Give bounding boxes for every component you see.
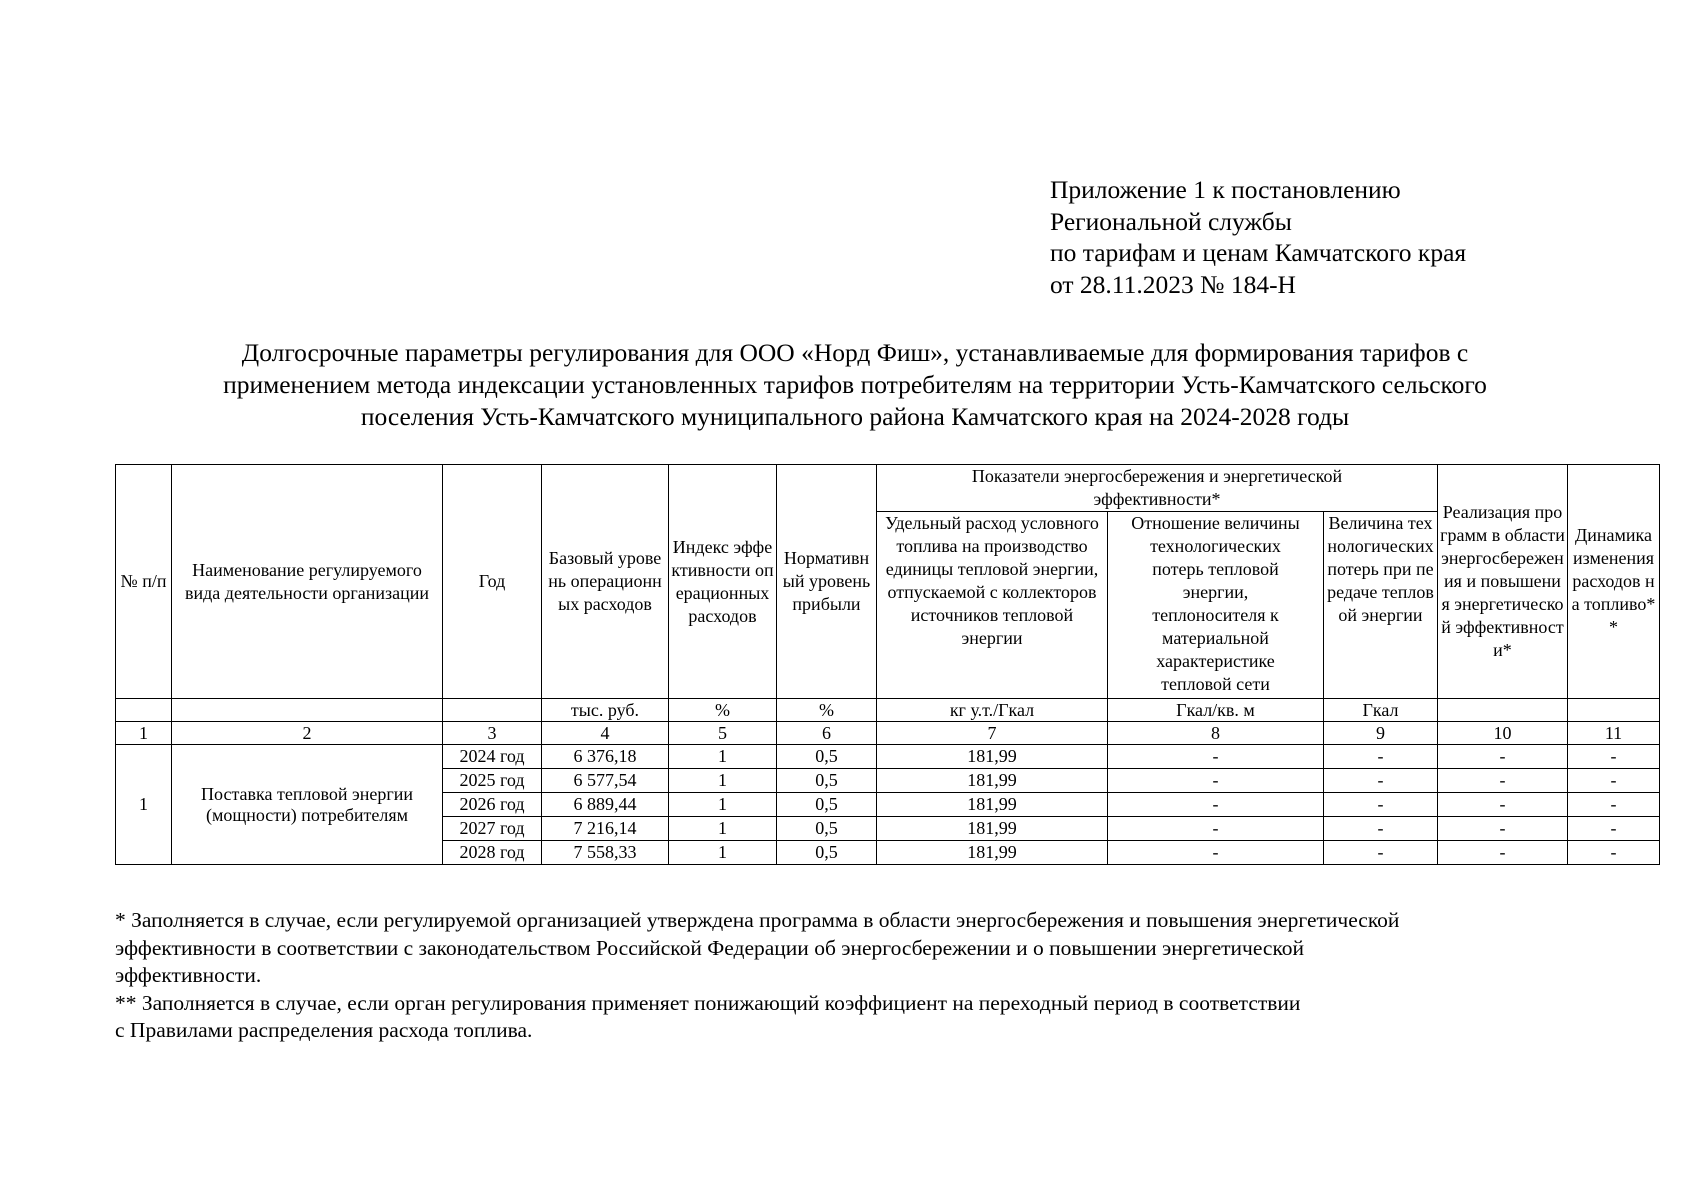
cell-loss-value: - bbox=[1324, 817, 1438, 841]
footnote-1-line-1: * Заполняется в случае, если регулируемой организацией утверждена программа в области энергосбережения и повышения энергетической bbox=[115, 908, 1400, 932]
cell-loss-value: - bbox=[1324, 793, 1438, 817]
footnote-2-line-2: с Правилами распределения расхода топлива. bbox=[115, 1018, 533, 1042]
cell-year: 2026 год bbox=[443, 793, 542, 817]
header-efficiency-index: Индекс эффективности операционных расходов bbox=[669, 465, 777, 699]
unit-loss-ratio: Гкал/кв. м bbox=[1108, 699, 1324, 722]
approval-line-4: от 28.11.2023 № 184-Н bbox=[1050, 269, 1296, 299]
col-number: 10 bbox=[1438, 722, 1568, 745]
column-numbers-row bbox=[116, 722, 1660, 745]
cell-index: 1 bbox=[669, 841, 777, 865]
cell-fuel-rate: 181,99 bbox=[877, 745, 1108, 769]
cell-profit: 0,5 bbox=[777, 817, 877, 841]
cell-profit: 0,5 bbox=[777, 769, 877, 793]
cell-dynamics: - bbox=[1568, 841, 1660, 865]
unit-year bbox=[443, 699, 542, 722]
cell-base-costs: 6 577,54 bbox=[542, 769, 669, 793]
cell-programs: - bbox=[1438, 769, 1568, 793]
col-number: 11 bbox=[1568, 722, 1660, 745]
approval-line-2: Региональной службы bbox=[1050, 206, 1292, 236]
col-number: 4 bbox=[542, 722, 669, 745]
unit-fuel-rate: кг у.т./Гкал bbox=[877, 699, 1108, 722]
cell-profit: 0,5 bbox=[777, 841, 877, 865]
cell-loss-ratio: - bbox=[1108, 841, 1324, 865]
cell-year: 2027 год bbox=[443, 817, 542, 841]
header-year: Год bbox=[443, 465, 542, 699]
cell-year: 2028 год bbox=[443, 841, 542, 865]
row-group-num: 1 bbox=[116, 745, 172, 865]
row-group-activity: Поставка тепловой энергии (мощности) потребителям bbox=[172, 745, 443, 865]
cell-base-costs: 7 216,14 bbox=[542, 817, 669, 841]
approval-line-3: по тарифам и ценам Камчатского края bbox=[1050, 238, 1467, 267]
unit-programs bbox=[1438, 699, 1568, 722]
footnote-1-line-3: эффективности. bbox=[115, 963, 262, 987]
cell-fuel-rate: 181,99 bbox=[877, 769, 1108, 793]
cell-index: 1 bbox=[669, 817, 777, 841]
cell-base-costs: 7 558,33 bbox=[542, 841, 669, 865]
cell-fuel-rate: 181,99 bbox=[877, 841, 1108, 865]
cell-dynamics: - bbox=[1568, 793, 1660, 817]
cell-programs: - bbox=[1438, 793, 1568, 817]
cell-programs: - bbox=[1438, 841, 1568, 865]
col-number: 3 bbox=[443, 722, 542, 745]
header-activity: Наименование регулируемого вида деятельности организации bbox=[172, 465, 443, 699]
cell-index: 1 bbox=[669, 769, 777, 793]
header-fuel-rate: Удельный расход условного топлива на производство единицы тепловой энергии, отпускаемой с коллекторов источников тепловой энергии bbox=[877, 512, 1108, 699]
cell-loss-ratio: - bbox=[1108, 793, 1324, 817]
unit-num bbox=[116, 699, 172, 722]
col-number: 1 bbox=[116, 722, 172, 745]
title-line-1: Долгосрочные параметры регулирования для ООО «Норд Фиш», устанавливаемые для формирования тарифов с bbox=[241, 338, 1469, 367]
unit-loss-value: Гкал bbox=[1324, 699, 1438, 722]
footnote-2-line-1: ** Заполняется в случае, если орган регулирования применяет понижающий коэффициент на переходный период в соответствии bbox=[115, 990, 1301, 1015]
cell-base-costs: 6 889,44 bbox=[542, 793, 669, 817]
unit-efficiency-index: % bbox=[669, 699, 777, 722]
title-line-3: поселения Усть-Камчатского муниципального района Камчатского края на 2024-2028 годы bbox=[360, 402, 1350, 431]
cell-loss-value: - bbox=[1324, 745, 1438, 769]
unit-fuel-dynamics bbox=[1568, 699, 1660, 722]
approval-line-1: Приложение 1 к постановлению bbox=[1050, 175, 1401, 204]
cell-loss-value: - bbox=[1324, 769, 1438, 793]
cell-profit: 0,5 bbox=[777, 793, 877, 817]
col-number: 7 bbox=[877, 722, 1108, 745]
cell-loss-ratio: - bbox=[1108, 769, 1324, 793]
cell-base-costs: 6 376,18 bbox=[542, 745, 669, 769]
approval-block bbox=[1050, 174, 1466, 300]
header-programs: Реализация программ в области энергосбережения и повышения энергетической эффективности* bbox=[1438, 465, 1568, 699]
col-number: 6 bbox=[777, 722, 877, 745]
unit-activity bbox=[172, 699, 443, 722]
cell-programs: - bbox=[1438, 817, 1568, 841]
header-loss-value: Величина технологических потерь при передаче тепловой энергии bbox=[1324, 512, 1438, 699]
col-number: 9 bbox=[1324, 722, 1438, 745]
header-profit: Нормативный уровень прибыли bbox=[777, 465, 877, 699]
cell-loss-value: - bbox=[1324, 841, 1438, 865]
parameters-table bbox=[115, 464, 1660, 865]
document-title bbox=[120, 337, 1590, 433]
unit-base-costs: тыс. руб. bbox=[542, 699, 669, 722]
footnotes bbox=[115, 907, 1595, 1045]
title-line-2: применением метода индексации установленных тарифов потребителям на территории Усть-Камчатского сельского bbox=[223, 370, 1487, 399]
col-number: 8 bbox=[1108, 722, 1324, 745]
unit-profit: % bbox=[777, 699, 877, 722]
cell-loss-ratio: - bbox=[1108, 745, 1324, 769]
header-base-costs: Базовый уровень операционных расходов bbox=[542, 465, 669, 699]
cell-programs: - bbox=[1438, 745, 1568, 769]
cell-index: 1 bbox=[669, 745, 777, 769]
cell-year: 2024 год bbox=[443, 745, 542, 769]
col-number: 5 bbox=[669, 722, 777, 745]
cell-profit: 0,5 bbox=[777, 745, 877, 769]
col-number: 2 bbox=[172, 722, 443, 745]
cell-fuel-rate: 181,99 bbox=[877, 793, 1108, 817]
header-num: № п/п bbox=[116, 465, 172, 699]
header-energy-group: Показатели энергосбережения и энергетической эффективности* bbox=[877, 465, 1438, 512]
header-loss-ratio: Отношение величины технологических потерь тепловой энергии, теплоносителя к материальной характеристике тепловой сети bbox=[1108, 512, 1324, 699]
cell-dynamics: - bbox=[1568, 745, 1660, 769]
cell-dynamics: - bbox=[1568, 769, 1660, 793]
cell-year: 2025 год bbox=[443, 769, 542, 793]
cell-dynamics: - bbox=[1568, 817, 1660, 841]
table-row bbox=[116, 745, 1660, 769]
header-fuel-dynamics: Динамика изменения расходов на топливо** bbox=[1568, 465, 1660, 699]
cell-fuel-rate: 181,99 bbox=[877, 817, 1108, 841]
cell-index: 1 bbox=[669, 793, 777, 817]
cell-loss-ratio: - bbox=[1108, 817, 1324, 841]
footnote-1-line-2: эффективности в соответствии с законодательством Российской Федерации об энергосбережении и о повышении энергетической bbox=[115, 935, 1305, 960]
